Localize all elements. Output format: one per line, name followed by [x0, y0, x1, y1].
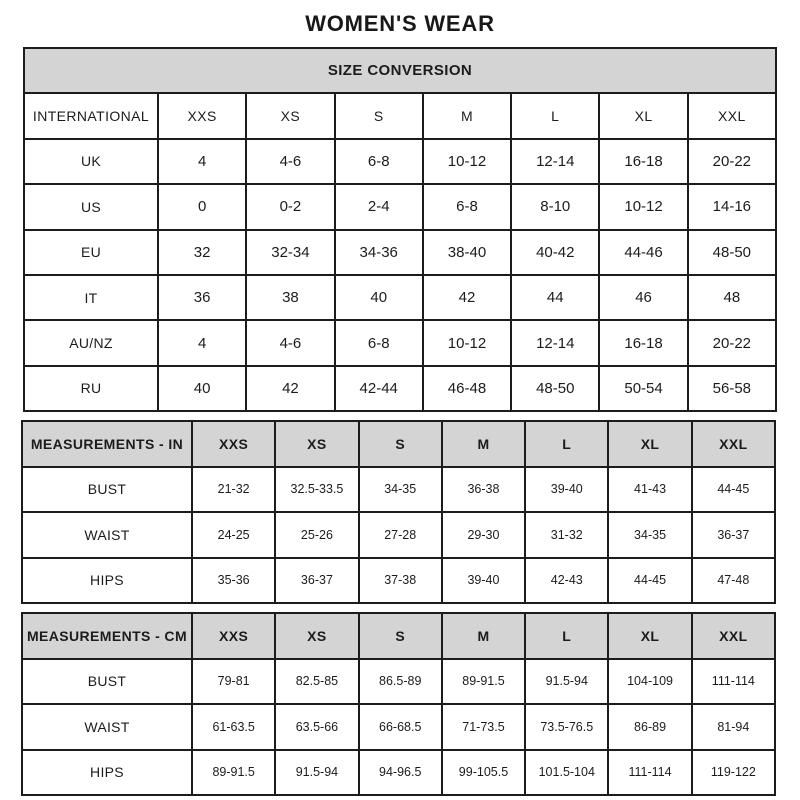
size-value-cell: 38-40: [423, 230, 511, 275]
measurement-value-cell: 39-40: [442, 558, 525, 604]
column-header-m: M: [423, 93, 511, 138]
size-value-cell: 12-14: [511, 139, 599, 184]
size-value-cell: 4: [158, 139, 246, 184]
size-value-cell: 32-34: [246, 230, 334, 275]
measurement-value-cell: 25-26: [275, 512, 358, 558]
measurement-value-cell: 82.5-85: [275, 659, 358, 705]
row-label-bust: BUST: [22, 659, 192, 705]
measurement-value-cell: 119-122: [692, 750, 775, 796]
measurement-value-cell: 91.5-94: [525, 659, 608, 705]
row-label-it: IT: [24, 275, 158, 320]
measurements-cm-header-row: [22, 613, 775, 659]
table-row-bust-cm: [22, 659, 775, 705]
size-value-cell: 48-50: [688, 230, 776, 275]
size-value-cell: 10-12: [599, 184, 687, 229]
row-label-waist: WAIST: [22, 512, 192, 558]
column-header-international: INTERNATIONAL: [24, 93, 158, 138]
column-header-m: M: [442, 421, 525, 467]
measurement-value-cell: 42-43: [525, 558, 608, 604]
column-header-xxs: XXS: [192, 613, 275, 659]
measurement-value-cell: 29-30: [442, 512, 525, 558]
column-header-xxl: XXL: [688, 93, 776, 138]
size-value-cell: 36: [158, 275, 246, 320]
table-row-uk: [24, 139, 776, 184]
measurement-value-cell: 37-38: [359, 558, 442, 604]
size-conversion-title: SIZE CONVERSION: [24, 48, 776, 93]
size-value-cell: 4-6: [246, 320, 334, 365]
measurement-value-cell: 34-35: [608, 512, 691, 558]
measurements-in-table: [21, 420, 776, 604]
row-label-aunz: AU/NZ: [24, 320, 158, 365]
page-title: WOMEN'S WEAR: [305, 11, 495, 36]
size-value-cell: 32: [158, 230, 246, 275]
measurement-value-cell: 99-105.5: [442, 750, 525, 796]
size-value-cell: 48: [688, 275, 776, 320]
measurement-value-cell: 27-28: [359, 512, 442, 558]
column-header-xs: XS: [275, 613, 358, 659]
measurement-value-cell: 86-89: [608, 704, 691, 750]
column-header-xl: XL: [608, 613, 691, 659]
measurements-cm-table: [21, 612, 776, 796]
size-value-cell: 6-8: [335, 139, 423, 184]
size-value-cell: 4: [158, 320, 246, 365]
size-conversion-title-row: [24, 48, 776, 93]
size-value-cell: 16-18: [599, 139, 687, 184]
table-row-it: [24, 275, 776, 320]
measurement-value-cell: 36-37: [275, 558, 358, 604]
size-value-cell: 40: [335, 275, 423, 320]
table-row-ru: [24, 366, 776, 411]
size-value-cell: 2-4: [335, 184, 423, 229]
column-header-l: L: [525, 421, 608, 467]
size-value-cell: 6-8: [423, 184, 511, 229]
size-value-cell: 20-22: [688, 139, 776, 184]
measurement-value-cell: 101.5-104: [525, 750, 608, 796]
size-value-cell: 42: [423, 275, 511, 320]
measurement-value-cell: 36-38: [442, 467, 525, 513]
size-value-cell: 38: [246, 275, 334, 320]
measurement-value-cell: 91.5-94: [275, 750, 358, 796]
size-value-cell: 12-14: [511, 320, 599, 365]
column-header-xs: XS: [275, 421, 358, 467]
measurement-value-cell: 39-40: [525, 467, 608, 513]
measurement-value-cell: 32.5-33.5: [275, 467, 358, 513]
size-value-cell: 20-22: [688, 320, 776, 365]
size-value-cell: 10-12: [423, 320, 511, 365]
column-header-m: M: [442, 613, 525, 659]
row-label-us: US: [24, 184, 158, 229]
measurement-value-cell: 44-45: [608, 558, 691, 604]
measurement-value-cell: 61-63.5: [192, 704, 275, 750]
row-label-hips: HIPS: [22, 558, 192, 604]
size-value-cell: 56-58: [688, 366, 776, 411]
size-value-cell: 40-42: [511, 230, 599, 275]
size-conversion-header-row: [24, 93, 776, 138]
measurement-value-cell: 71-73.5: [442, 704, 525, 750]
column-header-xxs: XXS: [192, 421, 275, 467]
table-row-eu: [24, 230, 776, 275]
column-header-s: S: [359, 613, 442, 659]
table-row-us: [24, 184, 776, 229]
size-value-cell: 6-8: [335, 320, 423, 365]
row-label-bust: BUST: [22, 467, 192, 513]
column-header-xxl: XXL: [692, 421, 775, 467]
row-label-ru: RU: [24, 366, 158, 411]
measurement-value-cell: 81-94: [692, 704, 775, 750]
measurement-value-cell: 111-114: [608, 750, 691, 796]
table-row-aunz: [24, 320, 776, 365]
column-header-xxs: XXS: [158, 93, 246, 138]
size-value-cell: 10-12: [423, 139, 511, 184]
column-header-xs: XS: [246, 93, 334, 138]
measurement-value-cell: 63.5-66: [275, 704, 358, 750]
size-value-cell: 44: [511, 275, 599, 320]
column-header-s: S: [335, 93, 423, 138]
column-header-xl: XL: [599, 93, 687, 138]
measurement-value-cell: 24-25: [192, 512, 275, 558]
size-value-cell: 46-48: [423, 366, 511, 411]
size-value-cell: 14-16: [688, 184, 776, 229]
measurement-value-cell: 41-43: [608, 467, 691, 513]
table-row-waist-cm: [22, 704, 775, 750]
table-row-waist-in: [22, 512, 775, 558]
size-value-cell: 42-44: [335, 366, 423, 411]
size-value-cell: 0-2: [246, 184, 334, 229]
table-row-hips-in: [22, 558, 775, 604]
measurement-value-cell: 89-91.5: [192, 750, 275, 796]
column-header-l: L: [525, 613, 608, 659]
column-header-xxl: XXL: [692, 613, 775, 659]
size-value-cell: 48-50: [511, 366, 599, 411]
measurements-cm-title: MEASUREMENTS - CM: [22, 613, 192, 659]
size-value-cell: 42: [246, 366, 334, 411]
measurement-value-cell: 73.5-76.5: [525, 704, 608, 750]
measurement-value-cell: 36-37: [692, 512, 775, 558]
measurement-value-cell: 79-81: [192, 659, 275, 705]
size-value-cell: 16-18: [599, 320, 687, 365]
size-value-cell: 44-46: [599, 230, 687, 275]
table-row-bust-in: [22, 467, 775, 513]
measurement-value-cell: 94-96.5: [359, 750, 442, 796]
measurement-value-cell: 44-45: [692, 467, 775, 513]
column-header-l: L: [511, 93, 599, 138]
column-header-xl: XL: [608, 421, 691, 467]
size-value-cell: 50-54: [599, 366, 687, 411]
table-row-hips-cm: [22, 750, 775, 796]
size-value-cell: 46: [599, 275, 687, 320]
measurement-value-cell: 66-68.5: [359, 704, 442, 750]
measurement-value-cell: 21-32: [192, 467, 275, 513]
measurement-value-cell: 86.5-89: [359, 659, 442, 705]
size-value-cell: 8-10: [511, 184, 599, 229]
row-label-uk: UK: [24, 139, 158, 184]
size-value-cell: 0: [158, 184, 246, 229]
measurement-value-cell: 89-91.5: [442, 659, 525, 705]
size-value-cell: 34-36: [335, 230, 423, 275]
size-value-cell: 4-6: [246, 139, 334, 184]
size-value-cell: 40: [158, 366, 246, 411]
measurement-value-cell: 31-32: [525, 512, 608, 558]
measurement-value-cell: 111-114: [692, 659, 775, 705]
measurements-in-title: MEASUREMENTS - IN: [22, 421, 192, 467]
measurement-value-cell: 104-109: [608, 659, 691, 705]
column-header-s: S: [359, 421, 442, 467]
row-label-hips: HIPS: [22, 750, 192, 796]
row-label-waist: WAIST: [22, 704, 192, 750]
measurement-value-cell: 35-36: [192, 558, 275, 604]
measurement-value-cell: 34-35: [359, 467, 442, 513]
size-conversion-table: [23, 47, 777, 412]
measurements-in-header-row: [22, 421, 775, 467]
measurement-value-cell: 47-48: [692, 558, 775, 604]
row-label-eu: EU: [24, 230, 158, 275]
